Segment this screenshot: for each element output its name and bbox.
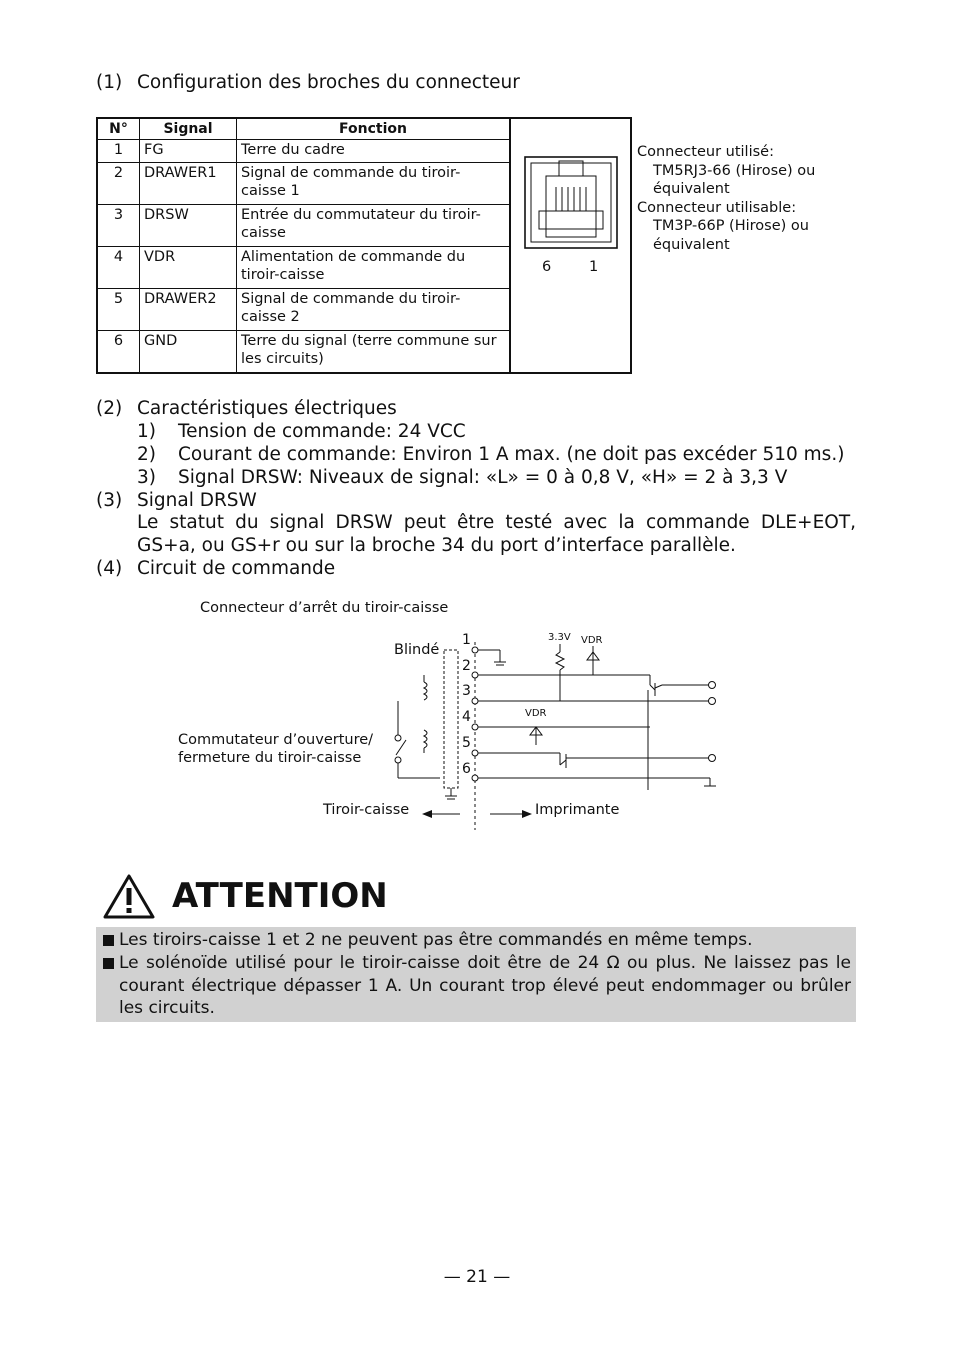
circuit-switch-label-1: Commutateur d’ouverture/ [178,732,374,748]
cell-number: 6 [97,331,140,373]
section-4-number: (4) [96,558,123,579]
cell-function: Terre du cadre [237,140,511,163]
section-1-title: Configuration des broches du connecteur [137,72,520,93]
cell-function: Signal de commande du tiroir-caisse 1 [237,163,511,205]
spec-item-text: Courant de commande: Environ 1 A max. (ne doit pas excéder 510 ms.) [178,444,845,465]
cell-function: Alimentation de commande du tiroir-caisse [237,247,511,289]
circuit-pin-label: 3 [462,683,471,699]
cell-function: Signal de commande du tiroir-caisse 2 [237,289,511,331]
table-row [97,205,510,247]
section-4-title: Circuit de commande [137,558,336,579]
connector-notes [637,143,828,254]
section-2-number: (2) [96,398,123,419]
rj-connector-icon [511,119,631,372]
circuit-switch-label-2: fermeture du tiroir-caisse [178,750,362,766]
circuit-shield-label: Blindé [394,642,440,658]
spec-item-text: Signal DRSW: Niveaux de signal: «L» = 0 à 0,8 V, «H» = 2 à 3,3 V [178,467,788,488]
cell-function: Entrée du commutateur du tiroir-caisse [237,205,511,247]
circuit-drawer-side-label: Tiroir-caisse [323,802,410,818]
circuit-pin-label: 6 [462,761,471,777]
cell-number: 5 [97,289,140,331]
attention-heading: ATTENTION [172,876,388,916]
section-3-body-line2: GS+a, ou GS+r ou sur la broche 34 du port d’interface parallèle. [137,535,736,556]
connector-diagram-box [510,117,632,374]
attention-bullet-1 [103,929,851,952]
circuit-vdr-label-mid: VDR [525,708,547,719]
section-1-number: (1) [96,72,123,93]
drive-circuit-schematic [380,630,725,835]
attention-bullet-1-text: Les tiroirs-caisse 1 et 2 ne peuvent pas être commandés en même temps. [119,930,753,950]
spec-item-number: 1) [137,421,156,442]
cell-signal: VDR [140,247,237,289]
spec-item-number: 2) [137,444,156,465]
warning-triangle-icon [103,873,155,919]
pin-table-header [97,118,510,140]
circuit-pin-label: 4 [462,709,471,725]
connector-used-value: TM5RJ3-66 (Hirose) ou équivalent [653,162,816,197]
cell-function: Terre du signal (terre commune sur les circuits) [237,331,511,373]
section-3-number: (3) [96,490,123,511]
circuit-pin-label: 2 [462,658,471,674]
section-3-body-line1: Le statut du signal DRSW peut être testé avec la commande DLE+EOT, [137,512,856,533]
cell-number: 2 [97,163,140,205]
cell-signal: DRAWER1 [140,163,237,205]
section-2-title: Caractéristiques électriques [137,398,397,419]
circuit-pin-label: 5 [462,735,471,751]
header-signal: Signal [140,118,237,140]
connector-pin-left-label: 6 [542,259,552,275]
bullet-square-icon [103,958,114,969]
cell-number: 3 [97,205,140,247]
circuit-connector-title: Connecteur d’arrêt du tiroir-caisse [200,600,449,616]
table-row [97,331,510,373]
circuit-vdr-label-top: VDR [581,635,603,646]
attention-bullet-2 [103,952,851,1020]
cell-signal: FG [140,140,237,163]
circuit-printer-side-label: Imprimante [535,802,620,818]
circuit-3v3-label: 3.3V [548,632,571,643]
connector-pin-right-label: 1 [589,259,599,275]
table-row [97,289,510,331]
section-3-title: Signal DRSW [137,490,257,511]
bullet-square-icon [103,935,114,946]
attention-bullet-2-text: Le solénoïde utilisé pour le tiroir-caisse doit être de 24 Ω ou plus. Ne laissez pas le courant électrique dépasser 1 A. Un courant trop élevé peut endommager ou brûler les circuits. [119,953,851,1019]
table-row [97,140,510,163]
spec-item-number: 3) [137,467,156,488]
page-number: — 21 — [443,1267,511,1287]
cell-signal: GND [140,331,237,373]
cell-signal: DRSW [140,205,237,247]
header-function: Fonction [237,118,511,140]
cell-number: 4 [97,247,140,289]
connector-usable-label: Connecteur utilisable: [637,199,797,216]
spec-item-text: Tension de commande: 24 VCC [178,421,466,442]
pin-table [96,117,511,374]
connector-used-label: Connecteur utilisé: [637,144,774,160]
table-row [97,247,510,289]
cell-signal: DRAWER2 [140,289,237,331]
connector-usable-value: TM3P-66P (Hirose) ou équivalent [653,218,809,253]
cell-number: 1 [97,140,140,163]
circuit-pin-label: 1 [462,632,471,648]
header-number: N° [97,118,140,140]
table-row [97,163,510,205]
